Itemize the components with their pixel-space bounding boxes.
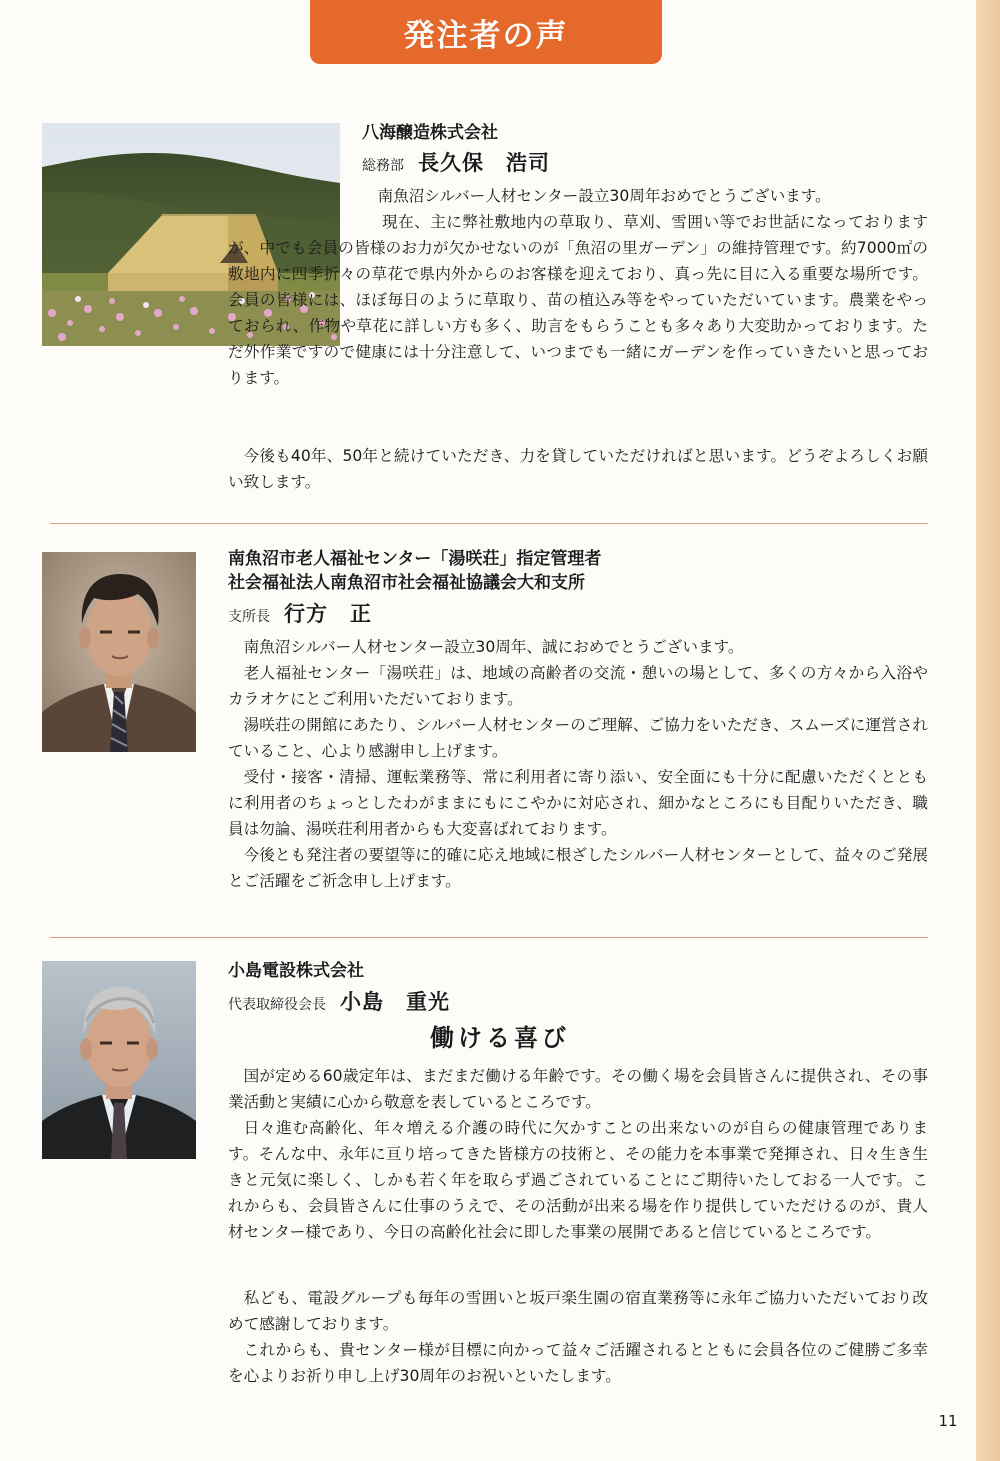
message-paragraph: 国が定める60歳定年は、まだまだ働ける年齢です。その働く場を会員皆さんに提供され、その事業活動と実績に心から敬意を表しているところです。: [228, 1067, 928, 1111]
representative-title-row: [228, 986, 450, 1016]
representative-name: 行方 正: [284, 602, 372, 626]
message-paragraph: 老人福祉センター「湯咲荘」は、地域の高齢者の交流・憩いの場として、多くの方々から入浴やカラオケにとご利用いただいております。: [228, 664, 928, 708]
message-paragraph: 日々進む高齢化、年々増える介護の時代に欠かすことの出来ないのが自らの健康管理であります。そんな中、永年に亘り培ってきた皆様方の技術と、その能力を本事業で発揮され、日々生き生きと元気に楽しく、しかも若く年を取らず過ごされていることにご期待いたしておる一人です。これからも、会員皆さんに仕事のうえで、その活動が出来る場を作り提供していただけるのが、貴人材センター様であり、今日の高齢化社会に即した事業の展開であると信じているところです。: [228, 1119, 928, 1241]
message-headline: 働ける喜び: [430, 1024, 570, 1052]
message-paragraph: 現在、主に弊社敷地内の草取り、草刈、雪囲い等でお世話になっておりますが、中でも会員の皆様のお力が欠かせないのが「魚沼の里ガーデン」の維持管理です。約7000㎡の敷地内に四季折々の草花で県内外からのお客様を迎えており、真っ先に目に入る重要な場所です。会員の皆様には、ほぼ毎日のように草取り、苗の植込み等をやっていただいています。農業をやっておられ、作物や草花に詳しい方も多く、助言をもらうことも多々あり大変助かっております。ただ外作業ですので健康には十分注意して、いつまでも一緒にガーデンを作っていきたいと思っております。: [228, 213, 928, 387]
representative-title-row: [228, 598, 372, 628]
organization-name: 南魚沼市老人福祉センター「湯咲荘」指定管理者: [228, 549, 602, 569]
message-paragraph: 湯咲荘の開館にあたり、シルバー人材センターのご理解、ご協力をいただき、スムーズに運営されていること、心より感謝申し上げます。: [228, 716, 928, 760]
portrait-photo: [42, 552, 196, 752]
organization-name: 社会福祉法人南魚沼市社会福祉協議会大和支所: [228, 573, 585, 593]
representative-role: 総務部: [362, 158, 404, 174]
message-paragraph: 南魚沼シルバー人材センター設立30周年、誠におめでとうございます。: [243, 638, 744, 656]
section-divider: [50, 937, 928, 938]
representative-title-row: [362, 147, 550, 177]
message-paragraph: 今後も40年、50年と続けていただき、力を貸していただければと思います。どうぞよろしくお願い致します。: [228, 447, 928, 491]
section-divider: [50, 523, 928, 524]
message-paragraph: これからも、貴センター様が目標に向かって益々ご活躍されるとともに会員各位のご健勝ご多幸を心よりお祈り申し上げ30周年のお祝いといたします。: [228, 1341, 928, 1385]
message-paragraph: 今後とも発注者の要望等に的確に応え地域に根ざしたシルバー人材センターとして、益々のご発展とご活躍をご祈念申し上げます。: [228, 846, 928, 890]
representative-name: 長久保 浩司: [418, 151, 550, 175]
page-header-tab: [310, 0, 662, 64]
representative-role: 支所長: [228, 609, 270, 625]
representative-name: 小島 重光: [340, 990, 450, 1014]
page-number: 11: [938, 1412, 958, 1430]
page-edge-strip: [976, 0, 1000, 1461]
organization-name: 八海醸造株式会社: [362, 123, 498, 143]
organization-name: 小島電設株式会社: [228, 961, 364, 981]
message-paragraph: 南魚沼シルバー人材センター設立30周年おめでとうございます。: [377, 187, 831, 205]
message-paragraph: 受付・接客・清掃、運転業務等、常に利用者に寄り添い、安全面にも十分に配慮いただくとともに利用者のちょっとしたわがままにもにこやかに対応され、細かなところにも目配りいただき、職員は勿論、湯咲荘利用者からも大変喜ばれております。: [228, 768, 928, 838]
portrait-photo: [42, 961, 196, 1159]
page-title: 発注者の声: [403, 17, 569, 54]
message-paragraph: 私ども、電設グループも毎年の雪囲いと坂戸楽生園の宿直業務等に永年ご協力いただいており改めて感謝しております。: [228, 1289, 928, 1333]
representative-role: 代表取締役会長: [228, 997, 326, 1013]
